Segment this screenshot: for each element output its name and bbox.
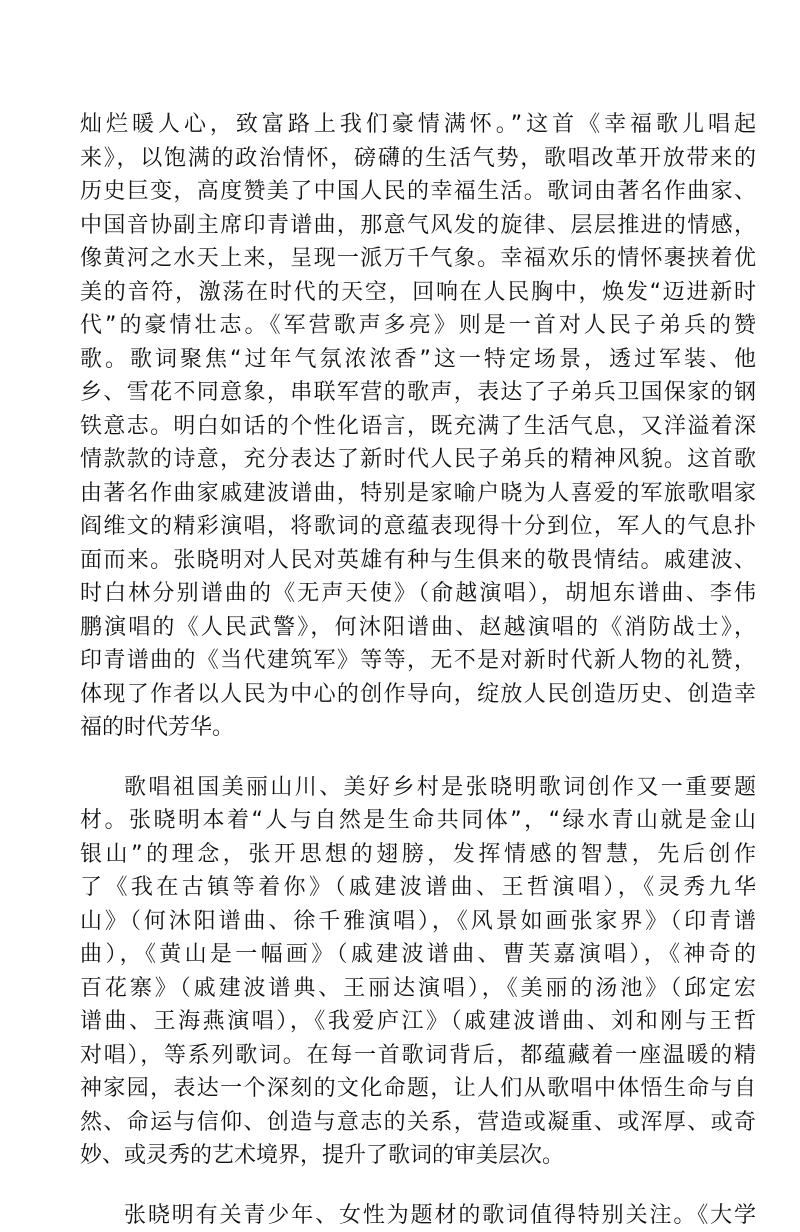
text-line: 妙、或灵秀的艺术境界，提升了歌词的审美层次。 [80,1139,756,1173]
text-line: 美的音符，激荡在时代的天空，回响在人民胸中，焕发“迈进新时 [80,276,756,310]
text-line: 鹏演唱的《人民武警》，何沐阳谱曲、赵越演唱的《消防战士》， [80,611,756,645]
text-line: 来》，以饱满的政治情怀，磅礴的生活气势，歌唱改革开放带来的 [80,142,756,176]
text-line: 情款款的诗意，充分表达了新时代人民子弟兵的精神风貌。这首歌 [80,443,756,477]
text-line: 灿烂暖人心，致富路上我们豪情满怀。”这首《幸福歌儿唱起 [80,108,756,142]
text-line: 印青谱曲的《当代建筑军》等等，无不是对新时代新人物的礼赞， [80,644,756,678]
text-line: 像黄河之水天上来，呈现一派万千气象。幸福欢乐的情怀裹挟着优 [80,242,756,276]
text-line: 体现了作者以人民为中心的创作导向，绽放人民创造历史、创造幸 [80,678,756,712]
text-line: 曲），《黄山是一幅画》（戚建波谱曲、曹芙嘉演唱），《神奇的 [80,938,756,972]
text-line: 了《我在古镇等着你》（戚建波谱曲、王哲演唱），《灵秀九华 [80,871,756,905]
text-line: 对唱），等系列歌词。在每一首歌词背后，都蕴藏着一座温暖的精 [80,1039,756,1073]
text-line: 代”的豪情壮志。《军营歌声多亮》则是一首对人民子弟兵的赞 [80,309,756,343]
text-line: 中国音协副主席印青谱曲，那意气风发的旋律、层层推进的情感， [80,209,756,243]
text-line: 张晓明有关青少年、女性为题材的歌词值得特别关注。《大学 [124,1199,756,1232]
text-line: 乡、雪花不同意象，串联军营的歌声，表达了子弟兵卫国保家的钢 [80,376,756,410]
text-line: 神家园，表达一个深刻的文化命题，让人们从歌唱中体悟生命与自 [80,1072,756,1106]
text-line: 银山”的理念，张开思想的翅膀，发挥情感的智慧，先后创作 [80,838,756,872]
text-line: 谱曲、王海燕演唱），《我爱庐江》（戚建波谱曲、刘和刚与王哲 [80,1005,756,1039]
text-line: 由著名作曲家戚建波谱曲，特别是家喻户晓为人喜爱的军旅歌唱家 [80,477,756,511]
text-line: 歌。歌词聚焦“过年气氛浓浓香”这一特定场景，透过军装、他 [80,343,756,377]
text-line: 然、命运与信仰、创造与意志的关系，营造或凝重、或浑厚、或奇 [80,1106,756,1140]
text-line: 历史巨变，高度赞美了中国人民的幸福生活。歌词由著名作曲家、 [80,175,756,209]
text-line: 百花寨》（戚建波谱典、王丽达演唱），《美丽的汤池》（邱定宏 [80,972,756,1006]
text-line: 材。张晓明本着“人与自然是生命共同体”，“绿水青山就是金山 [80,804,756,838]
text-line: 福的时代芳华。 [80,711,756,745]
text-line: 面而来。张晓明对人民对英雄有种与生俱来的敬畏情结。戚建波、 [80,544,756,578]
text-line: 时白林分别谱曲的《无声天使》（俞越演唱），胡旭东谱曲、李伟 [80,577,756,611]
text-line: 歌唱祖国美丽山川、美好乡村是张晓明歌词创作又一重要题 [124,771,756,805]
text-line: 铁意志。明白如话的个性化语言，既充满了生活气息，又洋溢着深 [80,410,756,444]
text-line: 山》（何沐阳谱曲、徐千雅演唱），《风景如画张家界》（印青谱 [80,905,756,939]
text-line: 阎维文的精彩演唱，将歌词的意蕴表现得十分到位，军人的气息扑 [80,510,756,544]
